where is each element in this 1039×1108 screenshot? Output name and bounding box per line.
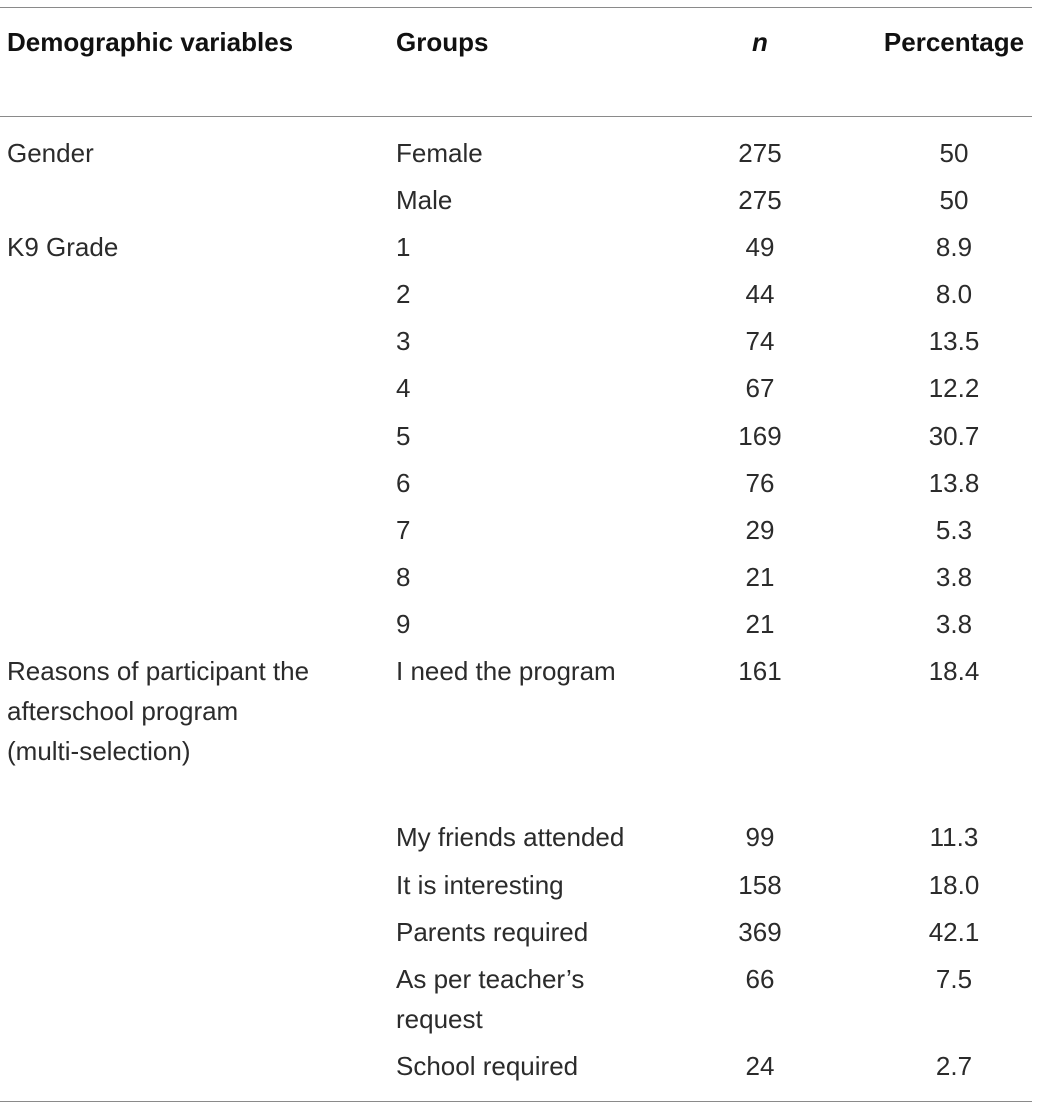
- table-cell-percentage: 5.3: [935, 515, 973, 545]
- table-cell-n: 21: [745, 562, 775, 592]
- table-cell-n: 49: [745, 232, 775, 262]
- header-groups: Groups: [396, 27, 489, 57]
- table-cell-percentage: 7.5: [935, 964, 973, 994]
- table-cell-group: As per teacher’s request: [396, 964, 585, 1034]
- table-cell-n: 275: [738, 138, 782, 168]
- table-cell-group: I need the program: [396, 656, 616, 686]
- table-cell-group: School required: [396, 1051, 579, 1081]
- table-bottom-rule: [0, 1101, 1032, 1102]
- table-cell-n: 161: [738, 656, 782, 686]
- table-cell-group: 8: [396, 562, 411, 592]
- table-cell-percentage: 2.7: [935, 1051, 973, 1081]
- table-cell-n: 275: [738, 185, 782, 215]
- table-cell-percentage: 8.9: [935, 232, 973, 262]
- header-n: n: [752, 27, 768, 57]
- table-cell-group: 7: [396, 515, 411, 545]
- row-label-gender: Gender: [7, 138, 94, 168]
- table-cell-percentage: 8.0: [935, 279, 973, 309]
- table-cell-percentage: 12.2: [928, 373, 980, 403]
- table-cell-percentage: 13.5: [928, 326, 980, 356]
- table-cell-group: 4: [396, 373, 411, 403]
- table-cell-percentage: 50: [939, 185, 969, 215]
- table-cell-n: 44: [745, 279, 775, 309]
- table-cell-percentage: 18.4: [928, 656, 980, 686]
- table-cell-n: 67: [745, 373, 775, 403]
- table-cell-group: My friends attended: [396, 822, 625, 852]
- table-cell-group: 5: [396, 421, 411, 451]
- table-cell-group: Male: [396, 185, 453, 215]
- table-cell-percentage: 18.0: [928, 870, 980, 900]
- table-cell-group: Female: [396, 138, 483, 168]
- table-cell-percentage: 30.7: [928, 421, 980, 451]
- header-percentage: Percentage: [883, 27, 1025, 57]
- table-cell-n: 24: [745, 1051, 775, 1081]
- table-cell-group: 3: [396, 326, 411, 356]
- table-cell-group: 2: [396, 279, 411, 309]
- row-label-k9-grade: K9 Grade: [7, 232, 119, 262]
- table-cell-group: 6: [396, 468, 411, 498]
- row-label-reasons: Reasons of participant the afterschool program (multi-selection): [7, 656, 310, 766]
- table-cell-percentage: 13.8: [928, 468, 980, 498]
- table-cell-n: 76: [745, 468, 775, 498]
- table-cell-percentage: 3.8: [935, 562, 973, 592]
- table-cell-percentage: 3.8: [935, 609, 973, 639]
- table-top-rule: [0, 7, 1032, 8]
- table-cell-n: 21: [745, 609, 775, 639]
- table-cell-n: 74: [745, 326, 775, 356]
- table-cell-group: Parents required: [396, 917, 589, 947]
- table-cell-group: 9: [396, 609, 411, 639]
- table-cell-percentage: 11.3: [929, 822, 979, 852]
- table-cell-percentage: 50: [939, 138, 969, 168]
- table-cell-percentage: 42.1: [928, 917, 980, 947]
- header-demographic-variables: Demographic variables: [7, 27, 294, 57]
- table-cell-n: 169: [738, 421, 782, 451]
- table-cell-n: 66: [745, 964, 775, 994]
- table-cell-group: It is interesting: [396, 870, 564, 900]
- table-cell-group: 1: [396, 232, 411, 262]
- table-cell-n: 99: [745, 822, 775, 852]
- table-header-rule: [0, 116, 1032, 117]
- table-cell-n: 29: [745, 515, 775, 545]
- table-cell-n: 158: [738, 870, 782, 900]
- table-cell-n: 369: [738, 917, 782, 947]
